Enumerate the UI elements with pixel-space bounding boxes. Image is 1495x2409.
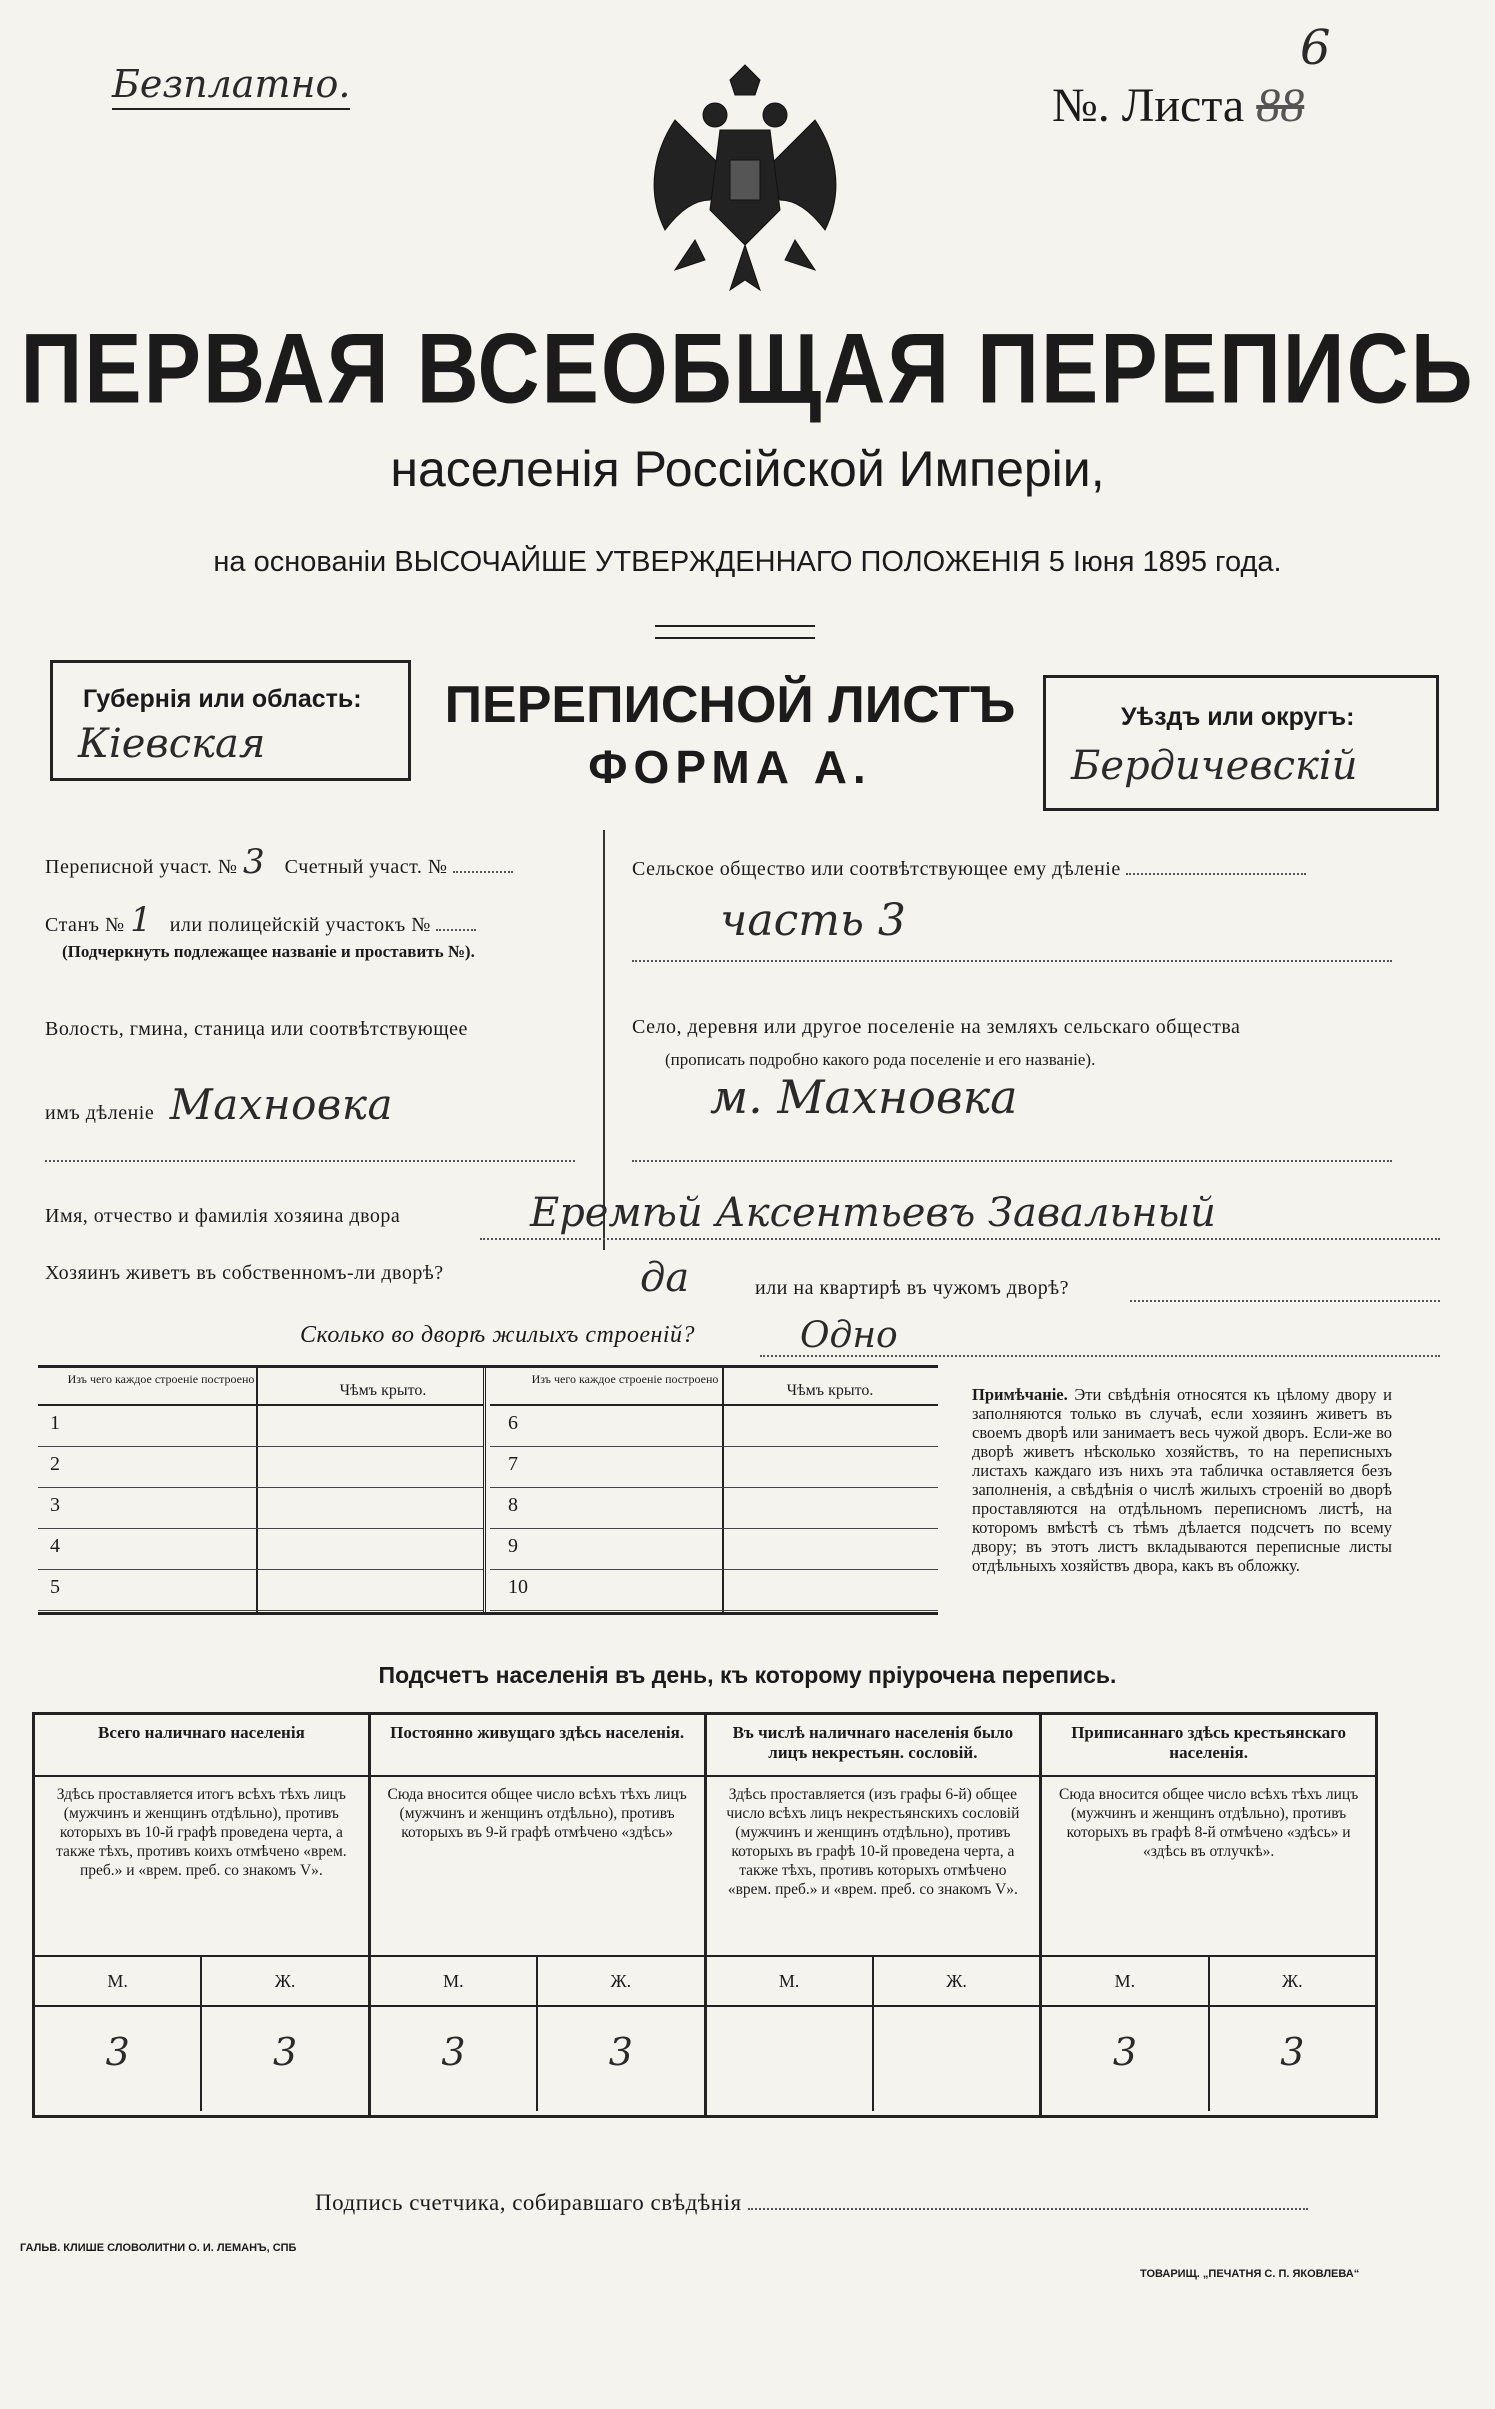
male-header: М. <box>707 1957 874 2005</box>
owner-lives-label: Хозяинъ живетъ въ собственномъ-ли дворѣ? <box>45 1262 444 1284</box>
free-label: Безплатно. <box>112 62 350 110</box>
column-title: Всего наличнаго населенія <box>35 1715 368 1777</box>
male-count: 3 <box>1042 2007 1209 2111</box>
female-header: Ж. <box>610 1971 632 1991</box>
imperial-eagle-emblem <box>635 60 855 320</box>
province-label: Губернія или область: <box>83 685 362 713</box>
stan-label: Станъ № <box>45 914 125 936</box>
row-number: 10 <box>508 1576 528 1598</box>
form-title: ПЕРЕПИСНОЙ ЛИСТЪ <box>444 676 1016 734</box>
stan-value: 1 <box>130 900 153 940</box>
population-table <box>32 1712 1378 2118</box>
note-heading: Примѣчаніе. <box>972 1385 1068 1404</box>
volost-field <box>45 1080 393 1129</box>
col-material-header-right: Изъ чего каждое строеніе построено <box>531 1372 719 1386</box>
volost-blank-line <box>45 1160 575 1162</box>
population-heading: Подсчетъ населенія въ день, къ которому пріурочена перепись. <box>378 1662 1117 1688</box>
page-title: ПЕРВАЯ ВСЕОБЩАЯ ПЕРЕПИСЬ <box>20 313 1475 425</box>
table-row <box>38 1570 483 1611</box>
table-row <box>490 1406 938 1447</box>
buildings-left-block <box>38 1368 486 1612</box>
society-blank-line <box>632 960 1392 962</box>
district-label: Уѣздъ или округъ: <box>1121 703 1355 731</box>
row-number: 7 <box>508 1453 518 1475</box>
column-description: Сюда вносится общее число всѣхъ тѣхъ лицъ (мужчинъ и женщинъ отдѣльно), противъ которыхъ въ 9-й графѣ отмѣчено «здѣсь» <box>371 1777 704 1957</box>
owner-name-value: Еремѣй Аксентьевъ Завальный <box>530 1190 1216 1236</box>
col-roof-header-left: Чѣмъ крыто. <box>339 1382 427 1399</box>
row-number: 4 <box>50 1535 60 1557</box>
column-description: Здѣсь проставляется (изъ графы 6-й) общее число всѣхъ лицъ некрестьянскихъ сословій (мужчинъ и женщинъ отдѣльно), противъ которыхъ въ графѣ 10-й проведена черта, а также тѣхъ, противъ которыхъ отмѣчено «врем. преб.» и «врем. преб. со знакомъ V». <box>707 1777 1040 1957</box>
table-row <box>490 1447 938 1488</box>
stan-field <box>45 900 476 940</box>
col-roof-header-right: Чѣмъ крыто. <box>786 1382 874 1399</box>
male-header: М. <box>35 1957 202 2005</box>
village-label: Село, деревня или другое поселеніе на земляхъ сельскаго общества <box>632 1016 1241 1038</box>
row-number: 2 <box>50 1453 60 1475</box>
society-value: часть 3 <box>720 895 906 946</box>
male-header: М. <box>371 1957 538 2005</box>
female-count: 3 <box>608 2030 633 2074</box>
district-box <box>1043 675 1439 811</box>
buildings-line <box>760 1355 1440 1357</box>
signature-label: Подпись счетчика, собиравшаго свѣдѣнія <box>315 2190 742 2215</box>
volost-value: Махновка <box>169 1080 393 1129</box>
row-number: 8 <box>508 1494 518 1516</box>
volost-label: Волость, гмина, станица или соотвѣтствующее <box>45 1018 468 1040</box>
province-value: Кіевская <box>78 721 266 767</box>
buildings-right-block <box>490 1368 938 1612</box>
male-count: 3 <box>35 2007 202 2111</box>
female-count: 3 <box>272 2030 298 2074</box>
underline-note: (Подчеркнуть подлежащее названіе и проставить №). <box>62 942 475 961</box>
owner-name-label: Имя, отчество и фамилія хозяина двора <box>45 1205 401 1227</box>
male-header: М. <box>1042 1957 1209 2005</box>
table-row <box>490 1488 938 1529</box>
census-area-value: 3 <box>243 842 266 882</box>
district-value: Бердичевскій <box>1071 743 1358 789</box>
province-box <box>50 660 411 781</box>
female-header: Ж. <box>946 1971 967 1991</box>
table-row <box>490 1529 938 1570</box>
sheet-number-struck: 88 <box>1256 79 1305 132</box>
population-column <box>35 1715 371 2115</box>
owner-lives-value: да <box>640 1255 690 1301</box>
owner-rent-label: или на квартирѣ въ чужомъ дворѣ? <box>755 1277 1070 1299</box>
female-count: 3 <box>1280 2030 1305 2074</box>
female-header: Ж. <box>1281 1971 1303 1991</box>
row-number: 6 <box>508 1412 518 1434</box>
society-field <box>632 858 1306 881</box>
column-title: Въ числѣ наличнаго населенія было лицъ некрестьян. сословій. <box>707 1715 1040 1777</box>
legal-basis: на основаніи ВЫСОЧАЙШЕ УТВЕРЖДЕННАГО ПОЛОЖЕНІЯ 5 Іюня 1895 года. <box>213 546 1282 578</box>
table-row <box>38 1529 483 1570</box>
buildings-table <box>38 1365 938 1615</box>
village-value: м. Махновка <box>710 1070 1018 1124</box>
count-area-label: Счетный участ. № <box>284 856 448 878</box>
printer-right: ТОВАРИЩ. „ПЕЧАТНЯ С. П. ЯКОВЛЕВА“ <box>1140 2268 1360 2280</box>
population-column <box>707 1715 1043 2115</box>
village-note: (прописать подробно какого рода поселеніе и его названіе). <box>665 1050 1096 1069</box>
row-number: 5 <box>50 1576 60 1598</box>
signature-field <box>315 2190 1308 2216</box>
table-row <box>38 1447 483 1488</box>
male-count: 3 <box>371 2007 538 2111</box>
male-count <box>707 2007 874 2111</box>
female-header: Ж. <box>274 1971 296 1991</box>
sheet-number <box>1052 78 1304 133</box>
table-row <box>38 1406 483 1447</box>
buildings-label: Сколько во дворѣ жилыхъ строеній? <box>300 1322 696 1348</box>
village-blank-line <box>632 1160 1392 1162</box>
owner-name-line <box>480 1238 1440 1240</box>
society-label: Сельское общество или соотвѣтствующее ему дѣленіе <box>632 858 1121 880</box>
census-area-field <box>45 842 513 882</box>
printer-left: ГАЛЬВ. КЛИШЕ СЛОВОЛИТНИ О. И. ЛЕМАНЪ, СПБ <box>20 2242 297 2254</box>
buildings-rows-left <box>38 1406 483 1611</box>
sheet-number-label: №. Листа <box>1052 79 1245 132</box>
table-row <box>490 1570 938 1611</box>
row-number: 9 <box>508 1535 518 1557</box>
female-count <box>874 2007 1039 2111</box>
population-column <box>1042 1715 1375 2115</box>
col-material-header-left: Изъ чего каждое строеніе построено <box>67 1372 255 1386</box>
vertical-divider <box>603 830 605 1250</box>
sheet-number-handwritten: 6 <box>1300 20 1331 76</box>
page-subtitle: населенія Россійской Имперіи, <box>390 441 1105 497</box>
row-number: 1 <box>50 1412 60 1434</box>
owner-rent-line <box>1130 1300 1440 1302</box>
note-block <box>972 1385 1392 1575</box>
buildings-value: Одно <box>800 1315 898 1356</box>
ornament-divider <box>655 625 815 639</box>
population-column <box>371 1715 707 2115</box>
volost-label-2: имъ дѣленіе <box>45 1102 155 1124</box>
census-area-label: Переписной участ. № <box>45 856 238 878</box>
form-subtitle: ФОРМА А. <box>588 741 872 793</box>
column-description: Сюда вносится общее число всѣхъ тѣхъ лицъ (мужчинъ и женщинъ отдѣльно), противъ которыхъ въ графѣ 8-й отмѣчено «здѣсь» и «здѣсь въ отлучкѣ». <box>1042 1777 1375 1957</box>
column-title: Постоянно живущаго здѣсь населенія. <box>371 1715 704 1777</box>
police-label: или полицейскій участокъ № <box>169 914 431 936</box>
column-title: Приписаннаго здѣсь крестьянскаго населенія. <box>1042 1715 1375 1777</box>
note-text: Эти свѣдѣнія относятся къ цѣлому двору и заполняются только въ случаѣ, если хозяинъ живетъ въ своемъ дворѣ или занимаетъ весь чужой дворъ. Если-же во дворѣ живетъ нѣсколько хозяйствъ, то на переписныхъ листахъ каждаго изъ нихъ эта табличка оставляется безъ заполненія, а свѣдѣнія о числѣ жилыхъ строеній во дворѣ проставляются на отдѣльномъ переписномъ листѣ, на которомъ вмѣстѣ съ тѣмъ дѣлается подсчетъ по всему двору; въ этотъ листъ вкладываются переписные листы отдѣльныхъ хозяйствъ двора, какъ въ обложку. <box>972 1385 1392 1575</box>
row-number: 3 <box>50 1494 60 1516</box>
column-description: Здѣсь проставляется итогъ всѣхъ тѣхъ лицъ (мужчинъ и женщинъ отдѣльно), противъ которыхъ въ 10-й графѣ проведена черта, а также тѣхъ, противъ коихъ отмѣчено «врем. преб.» и «врем. преб. со знакомъ V». <box>35 1777 368 1957</box>
buildings-rows-right <box>490 1406 938 1611</box>
table-row <box>38 1488 483 1529</box>
